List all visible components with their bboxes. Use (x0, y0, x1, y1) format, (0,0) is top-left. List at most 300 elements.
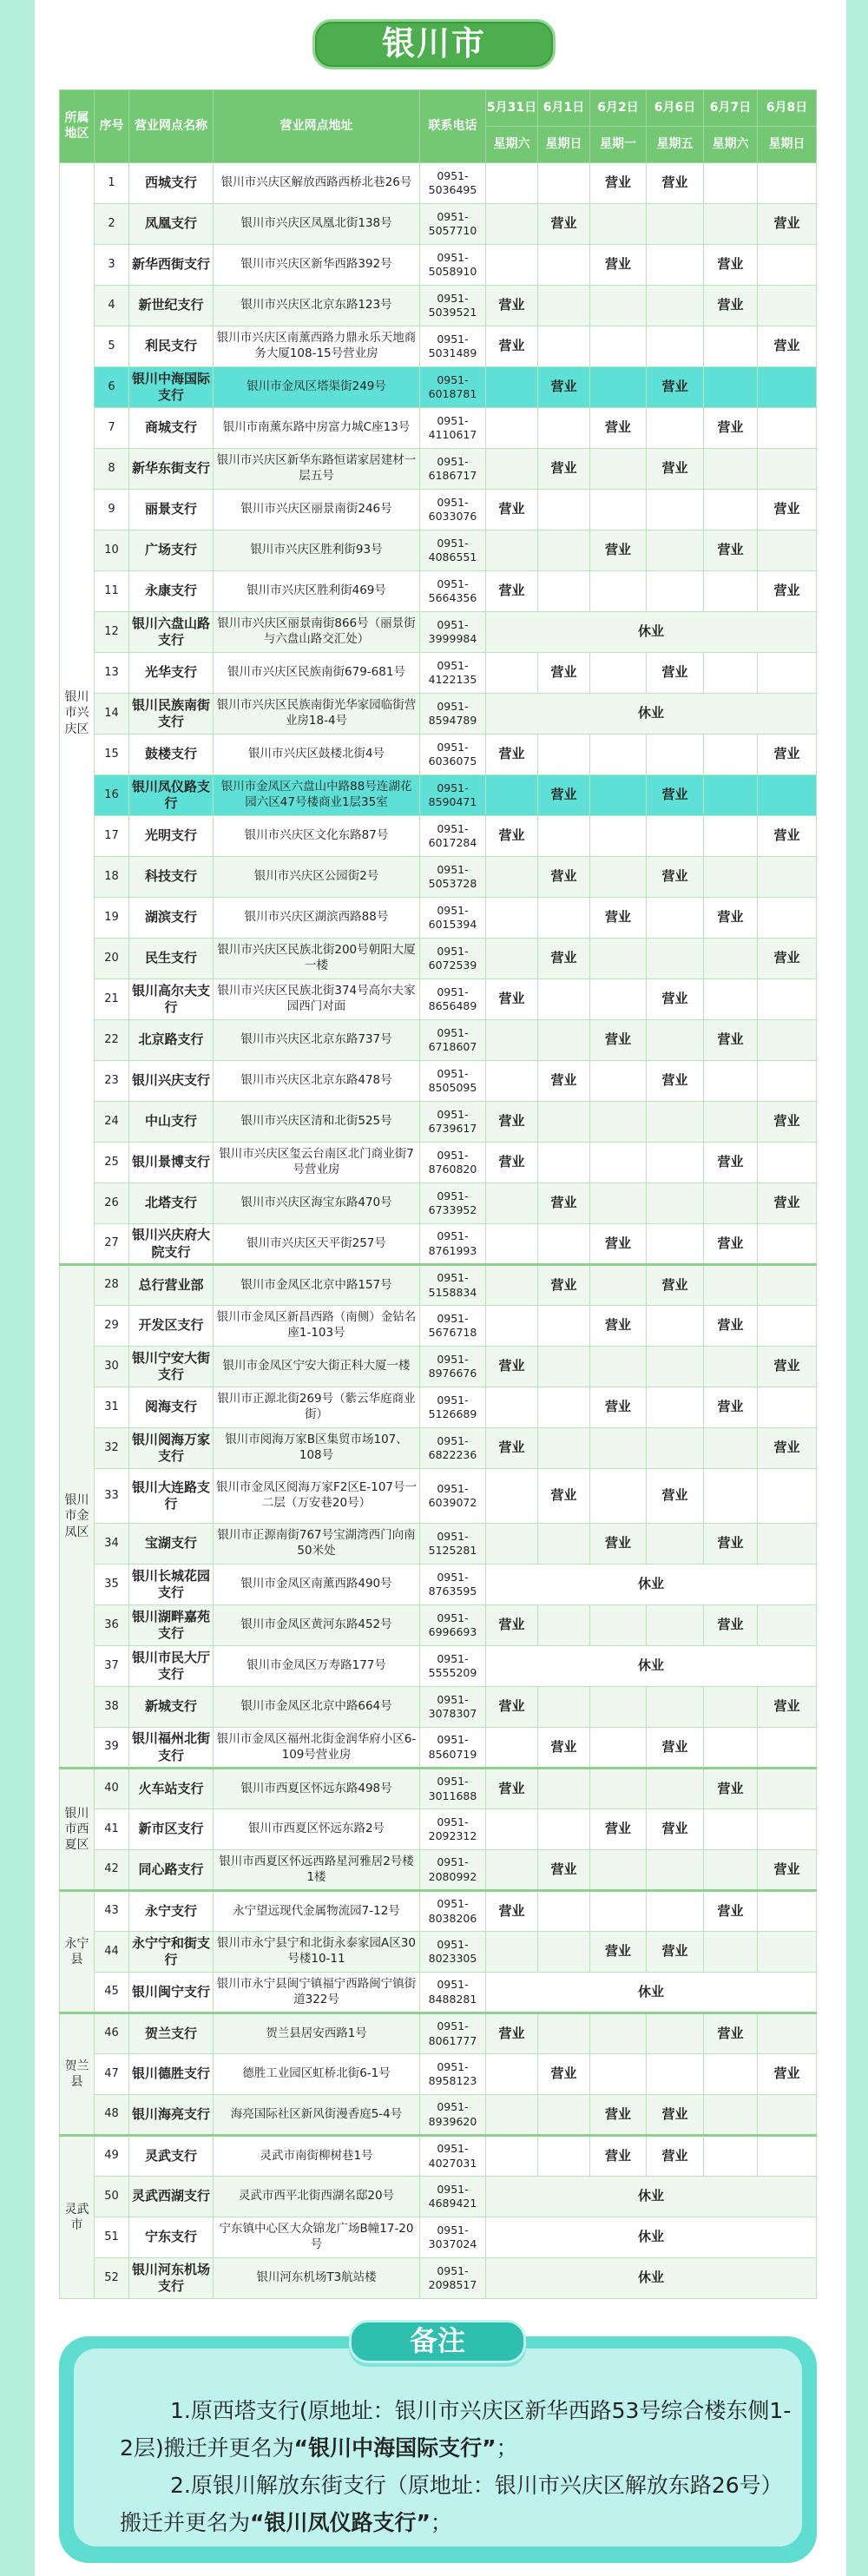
empty-status (590, 1347, 647, 1387)
table-row (60, 1973, 817, 2013)
open-status: 营业 (538, 1728, 590, 1769)
branch-address: 银川市金凤区南薰西路490号 (214, 1565, 420, 1605)
table-row (60, 1469, 817, 1524)
branch-name: 总行营业部 (129, 1265, 214, 1306)
branch-phone: 0951-5039521 (420, 286, 486, 326)
header-weekday: 星期日 (538, 127, 590, 163)
empty-status (704, 367, 758, 408)
open-status: 营业 (590, 1932, 647, 1973)
table-row (60, 1891, 817, 1932)
open-status: 营业 (486, 286, 538, 326)
branch-address: 银川市兴庆区民族南街679-681号 (214, 653, 420, 694)
branch-name: 西城支行 (129, 163, 214, 204)
empty-status (486, 939, 538, 979)
open-status: 营业 (590, 1306, 647, 1347)
closed-status: 休业 (486, 2177, 817, 2217)
empty-status (486, 449, 538, 490)
note-text: 1.原西塔支行(原地址：银川市兴庆区新华西路53号综合楼东侧1-2层)搬迁并更名为 (120, 2398, 792, 2461)
empty-status (704, 490, 758, 530)
empty-status (704, 939, 758, 979)
branch-phone: 0951-6718607 (420, 1020, 486, 1061)
empty-status (758, 1387, 817, 1428)
empty-status (758, 367, 817, 408)
branch-address: 银川市兴庆区玺云台南区北门商业街7号营业房 (214, 1143, 420, 1183)
empty-status (704, 2095, 758, 2136)
open-status: 营业 (538, 775, 590, 816)
branch-address: 银川市正源北街269号（紫云华庭商业街） (214, 1387, 420, 1428)
branch-address: 银川市西夏区怀远东路2号 (214, 1809, 420, 1850)
empty-status (590, 1687, 647, 1728)
open-status: 营业 (704, 1605, 758, 1646)
empty-status (647, 1687, 704, 1728)
open-status: 营业 (486, 1891, 538, 1932)
header-region: 所属地区 (60, 90, 95, 163)
branch-name: 宁东支行 (129, 2217, 214, 2258)
open-status: 营业 (704, 286, 758, 326)
empty-status (538, 2136, 590, 2177)
branch-address: 海亮国际社区新风街漫香庭5-4号 (214, 2095, 420, 2136)
branch-address: 银川市金凤区黄河东路452号 (214, 1605, 420, 1646)
seq-cell: 9 (95, 490, 129, 530)
empty-status (758, 245, 817, 286)
empty-status (647, 1102, 704, 1143)
open-status: 营业 (538, 1061, 590, 1102)
empty-status (538, 1143, 590, 1183)
empty-status (758, 163, 817, 204)
seq-cell: 48 (95, 2095, 129, 2136)
note-new-name: “银川中海国际支行” (293, 2435, 496, 2461)
open-status: 营业 (486, 735, 538, 775)
table-row (60, 612, 817, 653)
open-status: 营业 (758, 571, 817, 612)
empty-status (486, 1020, 538, 1061)
closed-status: 休业 (486, 612, 817, 653)
branch-name: 银川德胜支行 (129, 2054, 214, 2095)
empty-status (538, 326, 590, 367)
branch-phone: 0951-5664356 (420, 571, 486, 612)
empty-status (538, 1224, 590, 1265)
open-status: 营业 (704, 1143, 758, 1183)
empty-status (590, 1891, 647, 1932)
empty-status (647, 1428, 704, 1469)
table-row (60, 1932, 817, 1973)
open-status: 营业 (647, 1932, 704, 1973)
table-row (60, 2177, 817, 2217)
open-status: 营业 (647, 2095, 704, 2136)
note-punct: ； (430, 2510, 452, 2535)
branch-address: 银川市兴庆区凤凰北街138号 (214, 204, 420, 245)
seq-cell: 49 (95, 2136, 129, 2177)
seq-cell: 41 (95, 1809, 129, 1850)
branch-phone: 0951-8939620 (420, 2095, 486, 2136)
branch-phone: 0951-6072539 (420, 939, 486, 979)
empty-status (758, 1932, 817, 1973)
branch-phone: 0951-5125281 (420, 1524, 486, 1565)
open-status: 营业 (538, 2054, 590, 2095)
branch-address: 银川市兴庆区天平街257号 (214, 1224, 420, 1265)
open-status: 营业 (704, 1769, 758, 1809)
seq-cell: 3 (95, 245, 129, 286)
seq-cell: 38 (95, 1687, 129, 1728)
table-row (60, 1728, 817, 1769)
branch-address: 银川市兴庆区文化东路87号 (214, 816, 420, 857)
open-status: 营业 (704, 898, 758, 939)
open-status: 营业 (538, 653, 590, 694)
branch-name: 银川兴庆支行 (129, 1061, 214, 1102)
branch-name: 贺兰支行 (129, 2013, 214, 2054)
branch-phone: 0951-5676718 (420, 1306, 486, 1347)
seq-cell: 17 (95, 816, 129, 857)
empty-status (486, 204, 538, 245)
table-row (60, 530, 817, 571)
branch-phone: 0951-8038206 (420, 1891, 486, 1932)
branch-address: 银川市兴庆区北京东路478号 (214, 1061, 420, 1102)
empty-status (647, 1605, 704, 1646)
empty-status (538, 408, 590, 449)
empty-status (758, 1020, 817, 1061)
empty-status (486, 530, 538, 571)
empty-status (538, 530, 590, 571)
open-status: 营业 (758, 490, 817, 530)
table-row (60, 857, 817, 898)
branch-address: 银川市西夏区怀远东路498号 (214, 1769, 420, 1809)
open-status: 营业 (538, 1183, 590, 1224)
table-row (60, 1605, 817, 1646)
branch-name: 银川中海国际支行 (129, 367, 214, 408)
branch-address: 银川市金凤区新昌西路（南侧）金钻名座1-103号 (214, 1306, 420, 1347)
branch-phone: 0951-5057710 (420, 204, 486, 245)
seq-cell: 51 (95, 2217, 129, 2258)
empty-status (486, 775, 538, 816)
header-weekday: 星期六 (486, 127, 538, 163)
open-status: 营业 (538, 367, 590, 408)
branch-name: 同心路支行 (129, 1850, 214, 1891)
seq-cell: 5 (95, 326, 129, 367)
open-status: 营业 (590, 408, 647, 449)
empty-status (590, 939, 647, 979)
branch-address: 银川市南薰东路中房富力城C座13号 (214, 408, 420, 449)
branch-phone: 0951-5058910 (420, 245, 486, 286)
empty-status (538, 1387, 590, 1428)
open-status: 营业 (647, 979, 704, 1020)
empty-status (538, 286, 590, 326)
header-weekday: 星期一 (590, 127, 647, 163)
open-status: 营业 (538, 449, 590, 490)
header-date: 6月6日 (647, 90, 704, 127)
empty-status (704, 1347, 758, 1387)
empty-status (704, 1061, 758, 1102)
table-row (60, 694, 817, 735)
empty-status (538, 2013, 590, 2054)
open-status: 营业 (590, 1809, 647, 1850)
closed-status: 休业 (486, 2258, 817, 2299)
empty-status (647, 1347, 704, 1387)
table-row (60, 1565, 817, 1605)
seq-cell: 28 (95, 1265, 129, 1306)
empty-status (538, 1687, 590, 1728)
branch-phone: 0951-8505095 (420, 1061, 486, 1102)
empty-status (538, 1102, 590, 1143)
branch-phone: 0951-6015394 (420, 898, 486, 939)
branch-address: 银川市永宁县闽宁镇福宁西路闽宁镇街道322号 (214, 1973, 420, 2013)
empty-status (758, 898, 817, 939)
empty-status (590, 2054, 647, 2095)
empty-status (590, 1265, 647, 1306)
empty-status (704, 1102, 758, 1143)
table-row (60, 2054, 817, 2095)
empty-status (647, 898, 704, 939)
branch-phone: 0951-6018781 (420, 367, 486, 408)
empty-status (590, 1183, 647, 1224)
empty-status (590, 1102, 647, 1143)
empty-status (647, 204, 704, 245)
branch-phone: 0951-3011688 (420, 1769, 486, 1809)
branch-name: 丽景支行 (129, 490, 214, 530)
table-row (60, 653, 817, 694)
seq-cell: 44 (95, 1932, 129, 1973)
branch-address: 银川市兴庆区丽景南街246号 (214, 490, 420, 530)
branch-phone: 0951-3037024 (420, 2217, 486, 2258)
empty-status (704, 1183, 758, 1224)
open-status: 营业 (758, 1102, 817, 1143)
empty-status (486, 408, 538, 449)
seq-cell: 24 (95, 1102, 129, 1143)
open-status: 营业 (590, 2095, 647, 2136)
empty-status (486, 1469, 538, 1524)
branch-phone: 0951-8061777 (420, 2013, 486, 2054)
branch-name: 宝湖支行 (129, 1524, 214, 1565)
open-status: 营业 (486, 1347, 538, 1387)
open-status: 营业 (647, 1469, 704, 1524)
branch-name: 银川市民大厅支行 (129, 1646, 214, 1687)
empty-status (704, 1687, 758, 1728)
open-status: 营业 (486, 979, 538, 1020)
open-status: 营业 (704, 1020, 758, 1061)
empty-status (590, 816, 647, 857)
seq-cell: 45 (95, 1973, 129, 2013)
open-status: 营业 (704, 1524, 758, 1565)
empty-status (758, 1524, 817, 1565)
empty-status (486, 1809, 538, 1850)
header-address: 营业网点地址 (214, 90, 420, 163)
branch-address: 灵武市西平北街西湖名邸20号 (214, 2177, 420, 2217)
empty-status (758, 775, 817, 816)
city-title: 银川市 (312, 19, 556, 69)
branch-phone: 0951-8976676 (420, 1347, 486, 1387)
table-row (60, 1224, 817, 1265)
branch-phone: 0951-6996693 (420, 1605, 486, 1646)
open-status: 营业 (486, 1769, 538, 1809)
branch-address: 银川市金凤区福州北街金润华府小区6-109号营业房 (214, 1728, 420, 1769)
branch-address: 银川市金凤区塔渠街249号 (214, 367, 420, 408)
branch-phone: 0951-8760820 (420, 1143, 486, 1183)
empty-status (486, 1932, 538, 1973)
seq-cell: 27 (95, 1224, 129, 1265)
empty-status (590, 1850, 647, 1891)
empty-status (538, 1605, 590, 1646)
open-status: 营业 (590, 1524, 647, 1565)
table-row (60, 979, 817, 1020)
branch-phone: 0951-4027031 (420, 2136, 486, 2177)
open-status: 营业 (647, 1809, 704, 1850)
open-status: 营业 (538, 939, 590, 979)
seq-cell: 18 (95, 857, 129, 898)
notes-text (120, 2392, 797, 2541)
empty-status (538, 1809, 590, 1850)
branch-name: 灵武西湖支行 (129, 2177, 214, 2217)
empty-status (758, 1224, 817, 1265)
open-status: 营业 (758, 1850, 817, 1891)
empty-status (758, 2095, 817, 2136)
empty-status (538, 490, 590, 530)
closed-status: 休业 (486, 1973, 817, 2013)
seq-cell: 16 (95, 775, 129, 816)
empty-status (704, 163, 758, 204)
table-row (60, 1183, 817, 1224)
empty-status (647, 1387, 704, 1428)
seq-cell: 23 (95, 1061, 129, 1102)
table-row (60, 408, 817, 449)
empty-status (647, 245, 704, 286)
table-body (60, 163, 817, 2299)
branch-address: 银川市西夏区怀远西路星河雅居2号楼1楼 (214, 1850, 420, 1891)
open-status: 营业 (647, 653, 704, 694)
open-status: 营业 (704, 2013, 758, 2054)
empty-status (758, 857, 817, 898)
seq-cell: 20 (95, 939, 129, 979)
empty-status (758, 1265, 817, 1306)
empty-status (590, 2013, 647, 2054)
branch-name: 光华支行 (129, 653, 214, 694)
empty-status (486, 1728, 538, 1769)
branch-phone: 0951-2092312 (420, 1809, 486, 1850)
branch-phone: 0951-3078307 (420, 1687, 486, 1728)
open-status: 营业 (590, 1224, 647, 1265)
branch-address: 灵武市南街柳树巷1号 (214, 2136, 420, 2177)
branch-phone: 0951-8560719 (420, 1728, 486, 1769)
branch-address: 银川市兴庆区民族南街光华家园临街营业房18-4号 (214, 694, 420, 735)
empty-status (758, 1809, 817, 1850)
empty-status (758, 2136, 817, 2177)
seq-cell: 31 (95, 1387, 129, 1428)
seq-cell: 39 (95, 1728, 129, 1769)
branch-name: 凤凰支行 (129, 204, 214, 245)
empty-status (590, 367, 647, 408)
branch-phone: 0951-8958123 (420, 2054, 486, 2095)
seq-cell: 11 (95, 571, 129, 612)
seq-cell: 10 (95, 530, 129, 571)
empty-status (486, 245, 538, 286)
table-row (60, 775, 817, 816)
note-text: 2.原银川解放东街支行（原地址：银川市兴庆区解放东路26号）搬迁并更名为 (120, 2473, 783, 2535)
branch-phone: 0951-6186717 (420, 449, 486, 490)
open-status: 营业 (590, 530, 647, 571)
empty-status (538, 1347, 590, 1387)
empty-status (590, 1769, 647, 1809)
branch-name: 新城支行 (129, 1687, 214, 1728)
empty-status (538, 1891, 590, 1932)
empty-status (538, 1020, 590, 1061)
branch-address: 银川市兴庆区胜利街469号 (214, 571, 420, 612)
empty-status (590, 1469, 647, 1524)
empty-status (486, 163, 538, 204)
branch-name: 民生支行 (129, 939, 214, 979)
table-row (60, 1524, 817, 1565)
branch-phone: 0951-6739617 (420, 1102, 486, 1143)
empty-status (538, 1306, 590, 1347)
open-status: 营业 (704, 245, 758, 286)
empty-status (538, 735, 590, 775)
empty-status (590, 1061, 647, 1102)
note-new-name: “银川凤仪路支行” (250, 2510, 431, 2535)
note-punct: ； (496, 2435, 518, 2461)
open-status: 营业 (704, 408, 758, 449)
branch-address: 银川市正源南街767号宝湖湾西门向南50米处 (214, 1524, 420, 1565)
empty-status (758, 449, 817, 490)
region-cell: 银川市西夏区 (60, 1769, 95, 1891)
table-row (60, 571, 817, 612)
table-row (60, 898, 817, 939)
empty-status (538, 571, 590, 612)
table-row (60, 1646, 817, 1687)
branch-schedule-table (59, 89, 817, 2299)
header-weekday: 星期六 (704, 127, 758, 163)
branch-address: 银川市金凤区万寿路177号 (214, 1646, 420, 1687)
branch-name: 永宁宁和街支行 (129, 1932, 214, 1973)
empty-status (758, 653, 817, 694)
branch-address: 银川市兴庆区海宝东路470号 (214, 1183, 420, 1224)
open-status: 营业 (704, 1891, 758, 1932)
open-status: 营业 (647, 1265, 704, 1306)
table-row (60, 326, 817, 367)
header-date: 6月1日 (538, 90, 590, 127)
open-status: 营业 (486, 1428, 538, 1469)
open-status: 营业 (704, 1224, 758, 1265)
empty-status (704, 1428, 758, 1469)
seq-cell: 47 (95, 2054, 129, 2095)
branch-phone: 0951-2098517 (420, 2258, 486, 2299)
empty-status (486, 1524, 538, 1565)
open-status: 营业 (486, 1687, 538, 1728)
seq-cell: 50 (95, 2177, 129, 2217)
open-status: 营业 (486, 490, 538, 530)
region-cell: 银川市兴庆区 (60, 163, 95, 1265)
empty-status (590, 571, 647, 612)
open-status: 营业 (704, 1387, 758, 1428)
empty-status (758, 1061, 817, 1102)
open-status: 营业 (647, 1728, 704, 1769)
branch-phone: 0951-3999984 (420, 612, 486, 653)
seq-cell: 25 (95, 1143, 129, 1183)
branch-address: 银川市金凤区六盘山中路88号连湖花园六区47号楼商业1层35室 (214, 775, 420, 816)
branch-phone: 0951-8590471 (420, 775, 486, 816)
seq-cell: 21 (95, 979, 129, 1020)
table-row (60, 1102, 817, 1143)
empty-status (538, 979, 590, 1020)
empty-status (758, 2013, 817, 2054)
seq-cell: 19 (95, 898, 129, 939)
empty-status (486, 2095, 538, 2136)
branch-address: 银川市兴庆区南薰西路力鼎永乐天地商务大厦108-15号营业房 (214, 326, 420, 367)
branch-address: 银川市金凤区北京中路157号 (214, 1265, 420, 1306)
empty-status (486, 653, 538, 694)
empty-status (647, 735, 704, 775)
branch-address: 银川市兴庆区民族北街200号朝阳大厦一楼 (214, 939, 420, 979)
seq-cell: 42 (95, 1850, 129, 1891)
open-status: 营业 (758, 816, 817, 857)
empty-status (590, 1428, 647, 1469)
open-status: 营业 (486, 2013, 538, 2054)
